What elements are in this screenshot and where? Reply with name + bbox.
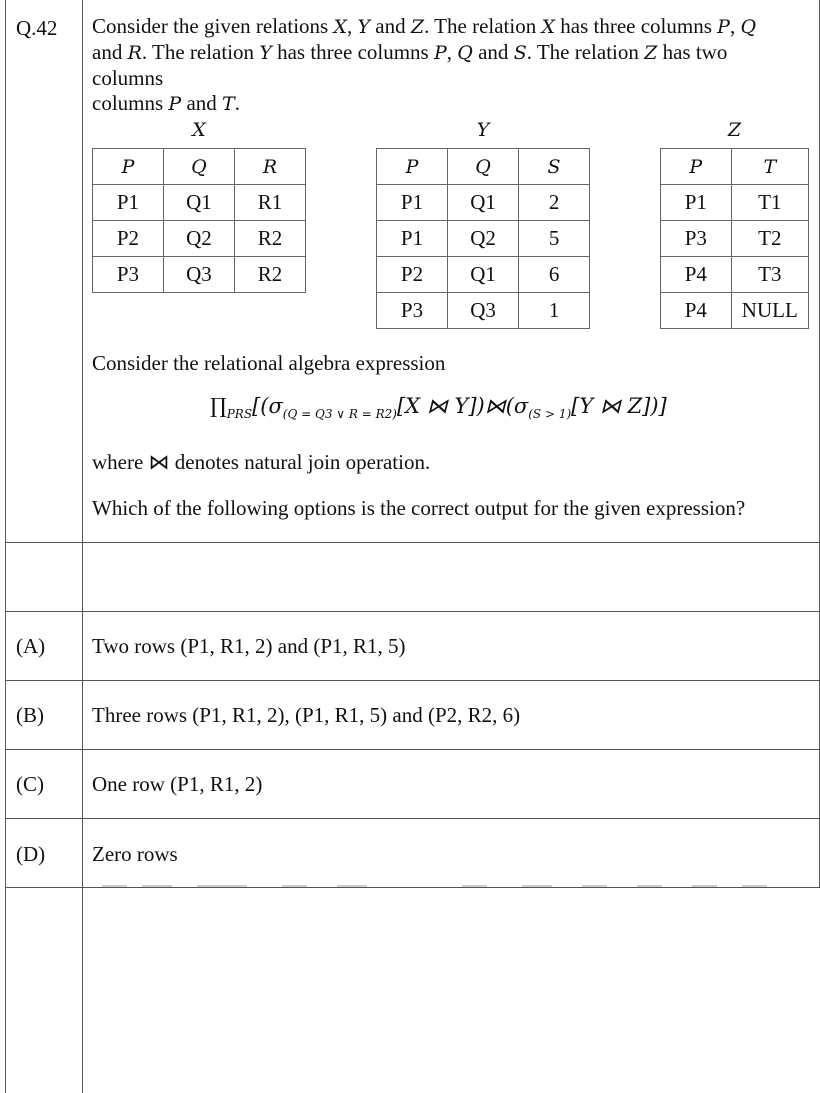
table-cell: P4 <box>661 257 732 293</box>
relational-algebra-expression: $\prod_{PRS}[(\sigma_{(Q = Q3 \vee R = R2)}[X$ ⋈ $Y])⋈(\sigma_{(S > 1)}[Y$ ⋈ Z])] <box>210 394 667 421</box>
column-header: S <box>519 149 590 185</box>
table-cell: P3 <box>377 293 448 329</box>
table-cell: T1 <box>731 185 808 221</box>
table-row <box>661 221 809 257</box>
table-cell: P3 <box>661 221 732 257</box>
option-d-label: (D) <box>16 842 46 866</box>
table-row <box>93 257 306 293</box>
column-header: R <box>234 149 305 185</box>
table-row <box>661 185 809 221</box>
table-cell: Q2 <box>163 221 234 257</box>
row-divider <box>5 749 820 750</box>
table-cell: P3 <box>93 257 164 293</box>
option-d-text[interactable]: Zero rows <box>92 842 178 866</box>
table-cell: R2 <box>234 221 305 257</box>
row-divider <box>5 542 820 543</box>
table-cell: P1 <box>377 185 448 221</box>
column-header: Q <box>163 149 234 185</box>
table-cell: Q3 <box>448 293 519 329</box>
left-border <box>5 0 6 1093</box>
relation-y-table <box>376 148 590 329</box>
table-cell: Q1 <box>448 185 519 221</box>
column-header: P <box>661 149 732 185</box>
where-text: where ⋈ denotes natural join operation. <box>92 450 431 474</box>
table-row <box>377 185 590 221</box>
table-cell: P1 <box>93 185 164 221</box>
row-divider <box>5 611 820 612</box>
table-row <box>377 293 590 329</box>
table-header-row <box>377 149 590 185</box>
table-cell: R2 <box>234 257 305 293</box>
relation-z-table <box>660 148 809 329</box>
table-row <box>377 257 590 293</box>
table-header-row <box>661 149 809 185</box>
column-header: P <box>377 149 448 185</box>
table-header-row <box>93 149 306 185</box>
table-cell: T3 <box>731 257 808 293</box>
table-cell: 5 <box>519 221 590 257</box>
column-header: Q <box>448 149 519 185</box>
table-row <box>93 185 306 221</box>
column-header: T <box>731 149 808 185</box>
option-a-text[interactable]: Two rows (P1, R1, 2) and (P1, R1, 5) <box>92 634 406 658</box>
relation-x-title: X <box>192 119 206 141</box>
table-row <box>661 293 809 329</box>
table-cell: 6 <box>519 257 590 293</box>
table-cell: P2 <box>93 221 164 257</box>
column-header: P <box>93 149 164 185</box>
table-cell: Q1 <box>448 257 519 293</box>
table-row <box>93 221 306 257</box>
option-b-text[interactable]: Three rows (P1, R1, 2), (P1, R1, 5) and (P2, R2, 6) <box>92 703 521 727</box>
table-cell: 2 <box>519 185 590 221</box>
table-cell: P2 <box>377 257 448 293</box>
row-divider <box>5 818 820 819</box>
table-row <box>377 221 590 257</box>
table-cell: NULL <box>731 293 808 329</box>
table-cell: R1 <box>234 185 305 221</box>
table-cell: P1 <box>377 221 448 257</box>
relation-y-title: Y <box>476 119 490 141</box>
column-divider <box>82 0 83 1093</box>
question-number: Q.42 <box>16 16 58 40</box>
question-statement: Consider the given relations X, Y and Z. The relation X has three columns P, Q and R. The relation Y has three columns P, Q and S. The relation Z has two columns columns P and T. <box>92 14 757 115</box>
table-cell: Q1 <box>163 185 234 221</box>
table-cell: 1 <box>519 293 590 329</box>
option-b-label: (B) <box>16 703 44 727</box>
table-cell: P4 <box>661 293 732 329</box>
option-c-text[interactable]: One row (P1, R1, 2) <box>92 772 263 796</box>
table-cell: T2 <box>731 221 808 257</box>
consider-expression-text: Consider the relational algebra expression <box>92 351 446 375</box>
relation-x-table <box>92 148 306 293</box>
table-cell: P1 <box>661 185 732 221</box>
decorative-dashes <box>92 885 812 889</box>
table-row <box>661 257 809 293</box>
row-divider <box>5 680 820 681</box>
option-a-label: (A) <box>16 634 46 658</box>
table-cell: Q3 <box>163 257 234 293</box>
option-c-label: (C) <box>16 772 44 796</box>
table-cell: Q2 <box>448 221 519 257</box>
which-text: Which of the following options is the correct output for the given expression? <box>92 496 746 520</box>
relation-z-title: Z <box>727 119 742 141</box>
